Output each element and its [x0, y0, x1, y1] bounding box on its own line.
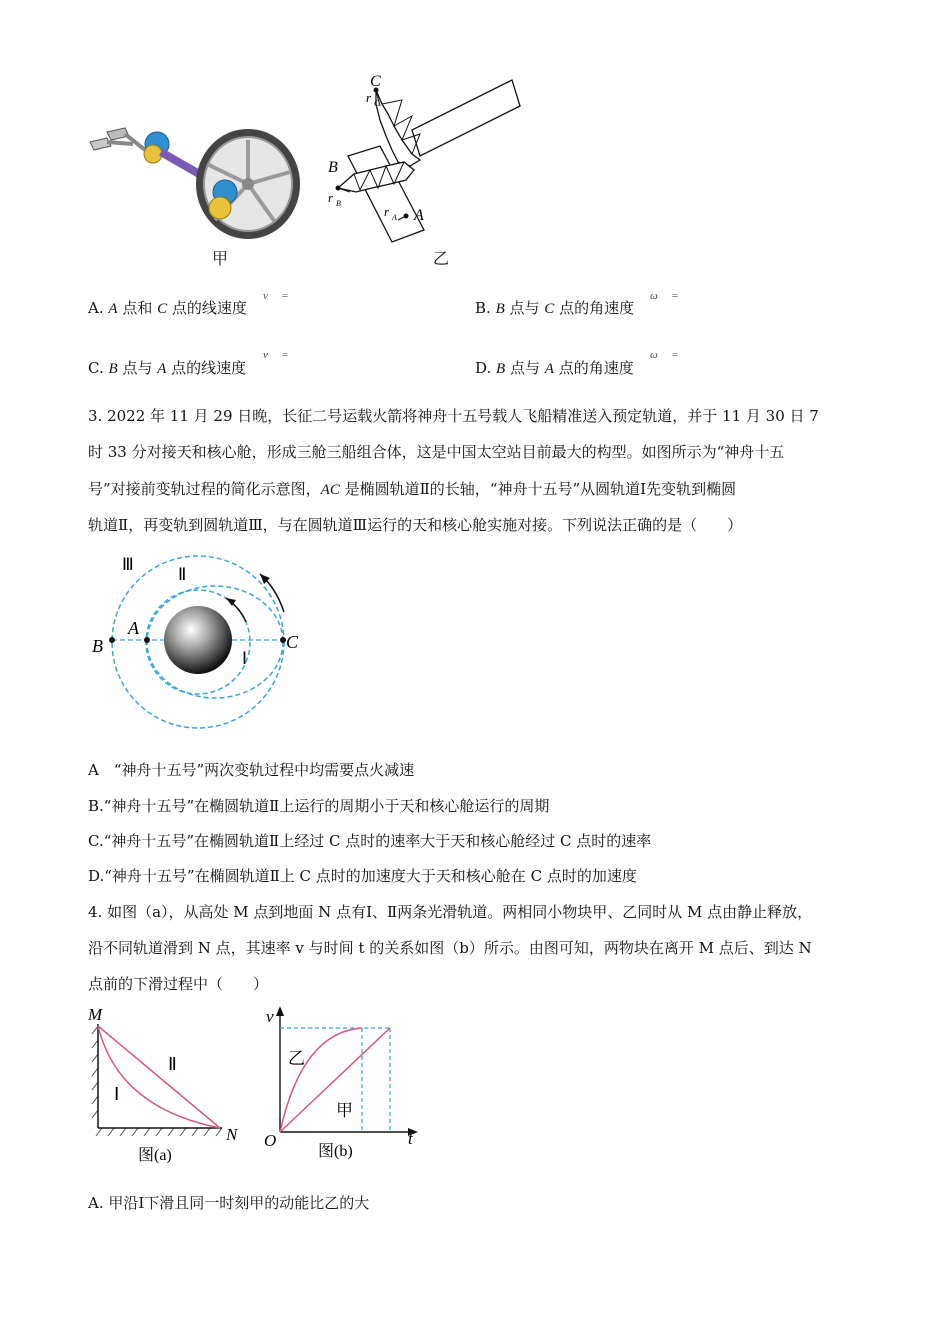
label-B: B [328, 159, 338, 176]
origin-label: O [264, 1131, 277, 1150]
orbit-label-II: Ⅱ [178, 565, 187, 584]
label-track-I: Ⅰ [114, 1084, 120, 1104]
upper-shaft-rect [412, 80, 520, 156]
q4-option-a: A. 甲沿Ⅰ下滑且同一时刻甲的动能比乙的大 [88, 1194, 370, 1212]
q3-option-b: B.“神舟十五号”在椭圆轨道Ⅱ上运行的周期小于天和核心舱运行的周期 [88, 797, 550, 815]
track-II [98, 1026, 220, 1128]
svg-text:r: r [328, 190, 334, 205]
label-C: C [370, 73, 381, 90]
q4-line-3: 点前的下滑过程中（ ） [88, 975, 269, 993]
upper-gear-yellow [144, 145, 162, 163]
q3-line-4: 轨道Ⅱ，再变轨到圆轨道Ⅲ，与在圆轨道Ⅲ运行的天和核心舱实施对接。下列说法正确的是（ ） [88, 516, 743, 534]
q2-option-d: D. B 点与 A 点的角速度 [475, 359, 634, 377]
q3-option-d: D.“神舟十五号”在椭圆轨道Ⅱ上 C 点时的加速度大于天和核心舱在 C 点时的加速度 [88, 867, 637, 885]
svg-text:r: r [384, 204, 390, 219]
q2-option-b: B. B 点与 C 点的角速度 [475, 299, 635, 317]
orbit-point-A [144, 637, 150, 643]
label-A: A [414, 207, 424, 224]
figure-caption-yi: 乙 [433, 249, 450, 268]
q3-option-a: A “神舟十五号”两次变轨过程中均需要点火减速 [88, 761, 415, 779]
axis-label-v: v [266, 1007, 274, 1026]
orbit-label-I: Ⅰ [242, 649, 248, 668]
svg-text:B: B [336, 199, 341, 208]
q2-formula-a: v = [263, 290, 289, 302]
lower-gear-yellow [209, 197, 231, 219]
label-track-II: Ⅱ [168, 1054, 177, 1074]
q2-formula-d: ω = [650, 349, 678, 361]
q4-line-2: 沿不同轨道滑到 N 点，其速率 v 与时间 t 的关系如图（b）所示。由图可知，两物块在离开 M 点后、到达 N [88, 939, 812, 957]
track-figure-a [84, 1004, 244, 1166]
earth [164, 606, 232, 674]
orbit-label-III: Ⅲ [122, 555, 134, 574]
orbit-figure [88, 552, 313, 732]
caption-fig-b: 图(b) [318, 1143, 353, 1160]
caption-fig-a: 图(a) [138, 1147, 172, 1164]
figure-caption-jia: 甲 [212, 249, 229, 268]
q4-line-1: 4. 如图（a），从高处 M 点到地面 N 点有Ⅰ、Ⅱ两条光滑轨道。两相同小物块甲、乙同时从 M 点由静止释放， [88, 903, 813, 921]
orbit-point-B [109, 637, 115, 643]
orbit-label-C: C [286, 632, 299, 652]
svg-text:A: A [392, 213, 397, 222]
axis-label-t: t [408, 1129, 413, 1148]
label-M: M [88, 1005, 103, 1024]
svg-text:r: r [366, 90, 372, 105]
q3-line-2: 时 33 分对接天和核心舱，形成三舱三船组合体，这是中国太空站目前最大的构型。如图所示为“神舟十五 [88, 443, 785, 461]
q2-option-c: C. B 点与 A 点的线速度 [88, 359, 247, 377]
q2-formula-b: ω = [650, 290, 678, 302]
label-jia: 甲 [336, 1101, 353, 1120]
wheel-figure [85, 80, 315, 250]
q2-option-a: A. A 点和 C 点的线速度 [88, 299, 247, 317]
vt-graph-b [262, 1004, 422, 1166]
label-N: N [226, 1125, 238, 1144]
q3-line-1: 3. 2022 年 11 月 29 日晚，长征二号运载火箭将神舟十五号载人飞船精准送入预定轨道，并于 11 月 30 日 7 [88, 407, 819, 425]
q3-line-3: 号”对接前变轨过程的简化示意图，AC 是椭圆轨道Ⅱ的长轴，“神舟十五号”从圆轨道Ⅰ先变轨到椭圆 [88, 480, 737, 498]
gear-sketch-figure [320, 70, 530, 260]
orbit-label-B: B [92, 636, 103, 656]
q2-formula-c: v = [263, 349, 289, 361]
q3-option-c: C.“神舟十五号”在椭圆轨道Ⅱ上经过 C 点时的速率大于天和核心舱经过 C 点时的速率 [88, 832, 652, 850]
label-yi: 乙 [288, 1049, 305, 1068]
svg-text:C: C [374, 99, 380, 108]
orbit-label-A: A [128, 618, 139, 638]
